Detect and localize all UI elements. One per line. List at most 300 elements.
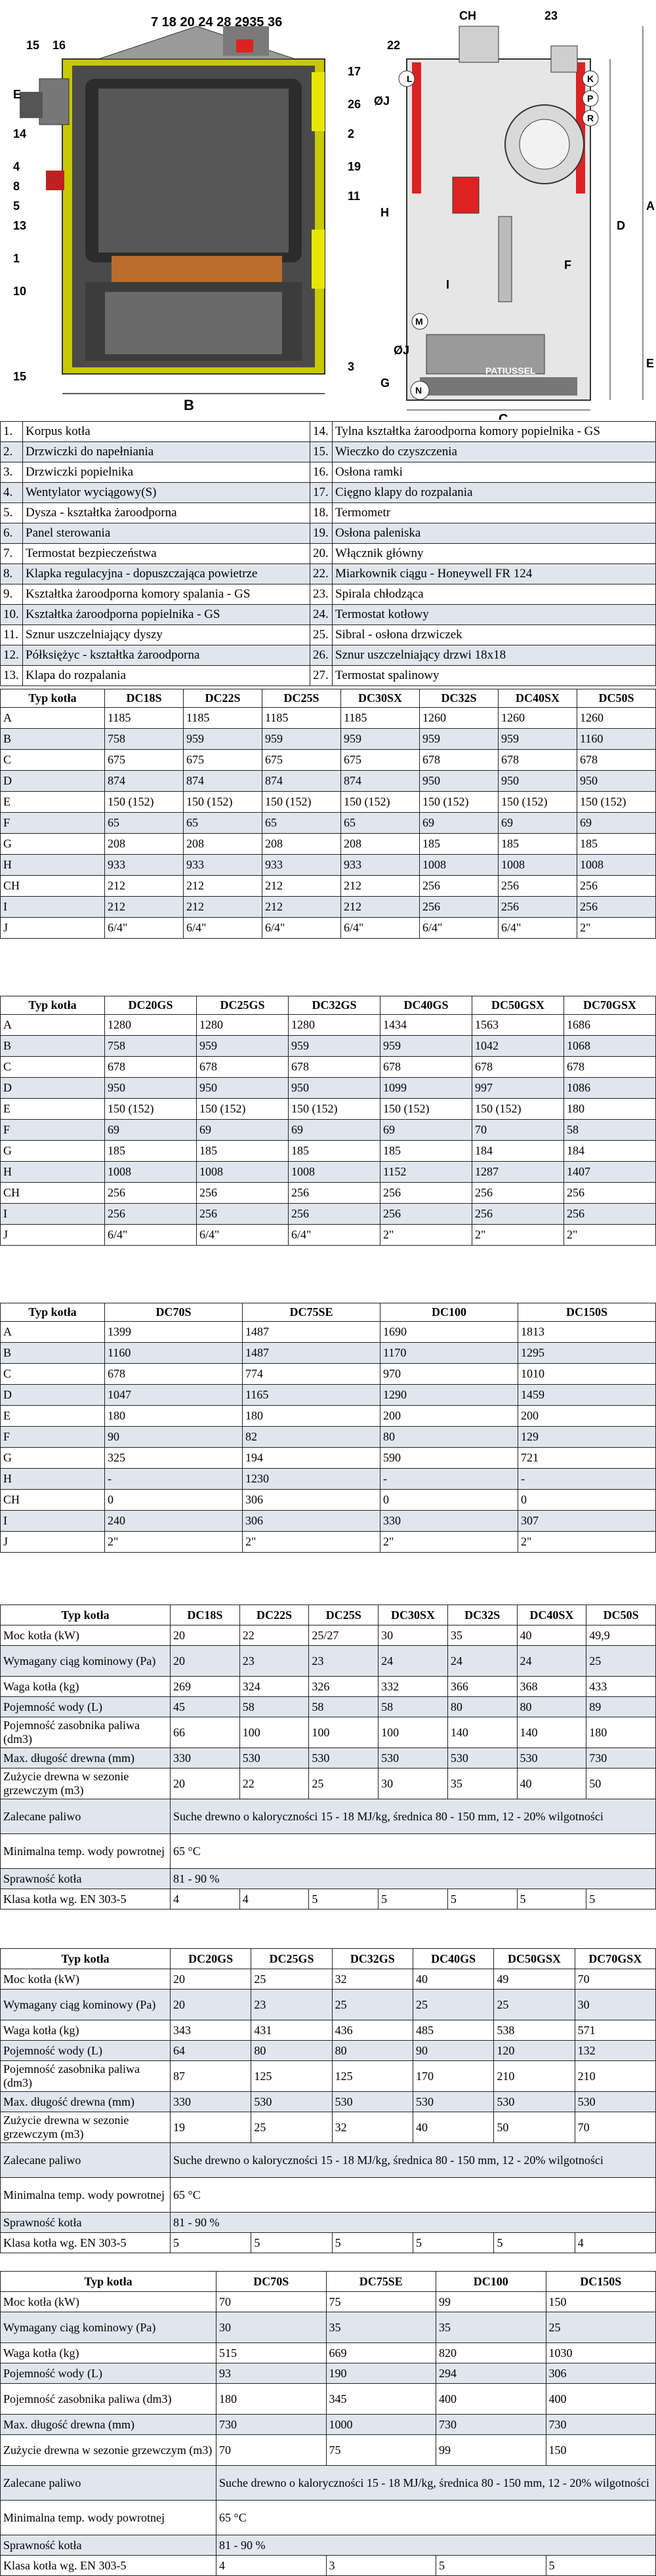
table-cell: 65 °C bbox=[171, 2178, 656, 2213]
column-header: Typ kotła bbox=[1, 689, 105, 708]
table-row bbox=[1, 2292, 656, 2312]
table-cell: 2" bbox=[105, 1532, 243, 1553]
row-label: Zalecane paliwo bbox=[1, 2143, 171, 2178]
spec-table-3 bbox=[0, 2271, 656, 2576]
table-row bbox=[1, 1889, 656, 1910]
table-row bbox=[1, 2312, 656, 2343]
row-label: B bbox=[1, 729, 105, 750]
part-number: 15. bbox=[310, 442, 333, 462]
row-label: Wymagany ciąg kominowy (Pa) bbox=[1, 1990, 171, 2020]
row-label: H bbox=[1, 855, 105, 876]
column-header: DC50GSX bbox=[494, 1949, 575, 1969]
column-header: DC150S bbox=[518, 1303, 656, 1322]
table-cell: 180 bbox=[586, 1717, 656, 1748]
part-name: Klapka regulacyjna - dopuszczająca powietrze bbox=[23, 564, 310, 584]
table-cell: 3 bbox=[326, 2556, 436, 2576]
part-name: Termometr bbox=[333, 503, 656, 523]
table-cell: 970 bbox=[380, 1364, 518, 1385]
table-row bbox=[1, 2020, 656, 2041]
table-cell: 256 bbox=[197, 1204, 289, 1225]
row-label: Zalecane paliwo bbox=[1, 1799, 171, 1834]
table-cell: 530 bbox=[332, 2092, 413, 2112]
table-cell: 1487 bbox=[243, 1322, 380, 1343]
table-cell: 185 bbox=[380, 1141, 472, 1162]
table-cell: 730 bbox=[216, 2415, 327, 2435]
table-cell: 1407 bbox=[564, 1162, 656, 1183]
boiler-side-section bbox=[20, 26, 325, 413]
table-cell: 24 bbox=[379, 1646, 448, 1677]
table-cell: 69 bbox=[577, 813, 656, 834]
dims-table-1 bbox=[0, 689, 656, 939]
table-cell: 1686 bbox=[564, 1015, 656, 1036]
table-cell: 208 bbox=[262, 834, 341, 855]
table-cell: 5 bbox=[309, 1889, 379, 1910]
table-cell: 2" bbox=[243, 1532, 380, 1553]
part-name: Kształtka żaroodporna popielnika - GS bbox=[23, 605, 310, 625]
table-cell: Suche drewno o kaloryczności 15 - 18 MJ/kg, średnica 80 - 150 mm, 12 - 20% wilgotności bbox=[171, 2143, 656, 2178]
column-header: DC32S bbox=[420, 689, 499, 708]
svg-text:8: 8 bbox=[13, 180, 20, 193]
boiler-cutaway-illustration bbox=[0, 0, 656, 420]
part-number: 23. bbox=[310, 584, 333, 605]
row-label: Sprawność kotła bbox=[1, 1869, 171, 1889]
table-cell: 200 bbox=[518, 1406, 656, 1427]
part-name: Termostat spalinowy bbox=[333, 666, 656, 686]
table-cell: 20 bbox=[171, 1969, 251, 1990]
column-header: DC25GS bbox=[251, 1949, 332, 1969]
table-cell: 6/4" bbox=[289, 1225, 380, 1246]
table-cell: 5 bbox=[332, 2233, 413, 2253]
table-cell: 4 bbox=[216, 2556, 327, 2576]
table-cell: 93 bbox=[216, 2363, 327, 2384]
spec-table-2 bbox=[0, 1948, 656, 2253]
table-cell: 23 bbox=[239, 1646, 309, 1677]
part-name: Korpus kotła bbox=[23, 422, 310, 442]
row-label: Wymagany ciąg kominowy (Pa) bbox=[1, 1646, 171, 1677]
row-label: C bbox=[1, 1057, 105, 1078]
table-cell: 70 bbox=[216, 2435, 327, 2466]
svg-text:N: N bbox=[415, 385, 422, 396]
svg-text:16: 16 bbox=[52, 39, 66, 52]
row-label: CH bbox=[1, 1490, 105, 1511]
svg-text:C: C bbox=[499, 412, 508, 420]
table-row bbox=[1, 1677, 656, 1697]
part-number: 5. bbox=[1, 503, 23, 523]
table-cell: 5 bbox=[546, 2556, 656, 2576]
table-cell: 25 bbox=[251, 1969, 332, 1990]
table-cell: 180 bbox=[105, 1406, 243, 1427]
table-cell: Suche drewno o kaloryczności 15 - 18 MJ/kg, średnica 80 - 150 mm, 12 - 20% wilgotności bbox=[171, 1799, 656, 1834]
table-cell: 1152 bbox=[380, 1162, 472, 1183]
table-cell: 306 bbox=[243, 1511, 380, 1532]
table-cell: 58 bbox=[564, 1120, 656, 1141]
column-header: DC50S bbox=[586, 1605, 656, 1625]
table-cell: 959 bbox=[499, 729, 577, 750]
table-cell: 874 bbox=[341, 771, 420, 792]
table-cell: 1185 bbox=[184, 708, 262, 729]
table-cell: 99 bbox=[436, 2292, 546, 2312]
table-cell: 65 bbox=[262, 813, 341, 834]
part-name: Wieczko do czyszczenia bbox=[333, 442, 656, 462]
dimensions-table-gs-series bbox=[0, 996, 656, 1246]
row-label: E bbox=[1, 1099, 105, 1120]
table-cell: 90 bbox=[413, 2041, 493, 2061]
part-name: Włącznik główny bbox=[333, 544, 656, 564]
table-cell: 2" bbox=[380, 1225, 472, 1246]
table-cell: 25 bbox=[494, 1990, 575, 2020]
row-label: J bbox=[1, 1532, 105, 1553]
table-cell: 326 bbox=[309, 1677, 379, 1697]
part-name: Kształtka żaroodporna komory spalania - GS bbox=[23, 584, 310, 605]
parts-list bbox=[0, 421, 656, 686]
table-row bbox=[1, 855, 656, 876]
table-cell: 306 bbox=[243, 1490, 380, 1511]
svg-text:3: 3 bbox=[348, 360, 355, 373]
table-cell: 35 bbox=[447, 1768, 517, 1799]
table-cell: - bbox=[105, 1469, 243, 1490]
header-row bbox=[1, 1605, 656, 1625]
table-cell: 185 bbox=[105, 1141, 197, 1162]
table-cell: 65 bbox=[184, 813, 262, 834]
column-header: DC30SX bbox=[341, 689, 420, 708]
part-number: 3. bbox=[1, 462, 23, 483]
table-row bbox=[1, 1646, 656, 1677]
row-label: J bbox=[1, 918, 105, 939]
table-row bbox=[1, 1141, 656, 1162]
row-label: Zużycie drewna w sezonie grzewczym (m3) bbox=[1, 2112, 171, 2143]
part-name: Panel sterowania bbox=[23, 523, 310, 544]
row-label: C bbox=[1, 750, 105, 771]
row-label: Pojemność wody (L) bbox=[1, 2041, 171, 2061]
column-header: DC50GSX bbox=[472, 996, 564, 1015]
parts-row bbox=[1, 483, 656, 503]
part-name: Drzwiczki popielnika bbox=[23, 462, 310, 483]
table-cell: 150 (152) bbox=[197, 1099, 289, 1120]
parts-row bbox=[1, 666, 656, 686]
table-cell: 35 bbox=[447, 1625, 517, 1646]
table-cell: 22 bbox=[239, 1625, 309, 1646]
table-cell: 1008 bbox=[499, 855, 577, 876]
table-cell: 400 bbox=[436, 2384, 546, 2415]
part-name: Termostat kotłowy bbox=[333, 605, 656, 625]
svg-text:ØJ: ØJ bbox=[394, 344, 410, 357]
table-row bbox=[1, 1490, 656, 1511]
table-cell: 80 bbox=[251, 2041, 332, 2061]
table-cell: 1290 bbox=[380, 1385, 518, 1406]
column-header: Typ kotła bbox=[1, 1303, 105, 1322]
table-cell: 2" bbox=[380, 1532, 518, 1553]
table-cell: 30 bbox=[379, 1768, 448, 1799]
table-cell: 758 bbox=[105, 729, 184, 750]
table-row bbox=[1, 1799, 656, 1834]
table-row bbox=[1, 2213, 656, 2233]
table-cell: 256 bbox=[105, 1183, 197, 1204]
table-cell: 1459 bbox=[518, 1385, 656, 1406]
row-label: B bbox=[1, 1343, 105, 1364]
header-row bbox=[1, 1303, 656, 1322]
table-cell: - bbox=[380, 1469, 518, 1490]
table-cell: 678 bbox=[420, 750, 499, 771]
svg-text:L: L bbox=[407, 73, 413, 84]
column-header: DC75SE bbox=[243, 1303, 380, 1322]
table-cell: 125 bbox=[332, 2061, 413, 2092]
table-cell: 212 bbox=[341, 897, 420, 918]
column-header: DC40GS bbox=[380, 996, 472, 1015]
table-row bbox=[1, 2233, 656, 2253]
callouts-top: 7 18 20 24 28 2935 36 bbox=[151, 15, 283, 30]
table-cell: 959 bbox=[341, 729, 420, 750]
table-cell: 874 bbox=[184, 771, 262, 792]
part-number: 14. bbox=[310, 422, 333, 442]
column-header: DC100 bbox=[436, 2272, 546, 2292]
parts-table bbox=[0, 421, 656, 686]
table-row bbox=[1, 2343, 656, 2363]
table-cell: 721 bbox=[518, 1448, 656, 1469]
table-cell: 150 (152) bbox=[289, 1099, 380, 1120]
table-cell: 256 bbox=[380, 1183, 472, 1204]
table-row bbox=[1, 1183, 656, 1204]
table-cell: 1434 bbox=[380, 1015, 472, 1036]
table-cell: 1185 bbox=[262, 708, 341, 729]
table-cell: 40 bbox=[413, 2112, 493, 2143]
part-name: Osłona ramki bbox=[333, 462, 656, 483]
table-cell: 1030 bbox=[546, 2343, 656, 2363]
table-cell: 185 bbox=[499, 834, 577, 855]
table-cell: 50 bbox=[586, 1768, 656, 1799]
table-row bbox=[1, 1385, 656, 1406]
svg-text:10: 10 bbox=[13, 285, 27, 298]
table-cell: 1008 bbox=[289, 1162, 380, 1183]
svg-text:1: 1 bbox=[13, 252, 20, 265]
part-name: Tylna kształtka żaroodporna komory popielnika - GS bbox=[333, 422, 656, 442]
dim-b-label: B bbox=[184, 397, 194, 413]
column-header: DC32GS bbox=[332, 1949, 413, 1969]
table-cell: 6/4" bbox=[105, 1225, 197, 1246]
table-cell: 256 bbox=[420, 897, 499, 918]
svg-text:I: I bbox=[446, 278, 450, 291]
svg-text:26: 26 bbox=[348, 98, 361, 111]
table-cell: 1280 bbox=[289, 1015, 380, 1036]
table-cell: 997 bbox=[472, 1078, 564, 1099]
row-label: H bbox=[1, 1162, 105, 1183]
table-cell: 75 bbox=[326, 2435, 436, 2466]
table-cell: 366 bbox=[447, 1677, 517, 1697]
table-cell: 210 bbox=[494, 2061, 575, 2092]
table-cell: 675 bbox=[184, 750, 262, 771]
table-cell: 66 bbox=[171, 1717, 240, 1748]
table-cell: 678 bbox=[105, 1057, 197, 1078]
table-cell: 1008 bbox=[577, 855, 656, 876]
part-number: 6. bbox=[1, 523, 23, 544]
part-name: Drzwiczki do napełniania bbox=[23, 442, 310, 462]
table-cell: 590 bbox=[380, 1448, 518, 1469]
table-cell: 400 bbox=[546, 2384, 656, 2415]
table-row bbox=[1, 2363, 656, 2384]
table-cell: 212 bbox=[184, 876, 262, 897]
table-cell: 40 bbox=[517, 1768, 586, 1799]
table-cell: 180 bbox=[564, 1099, 656, 1120]
table-cell: 530 bbox=[575, 2092, 655, 2112]
table-row bbox=[1, 708, 656, 729]
table-row bbox=[1, 2143, 656, 2178]
table-cell: 32 bbox=[332, 2112, 413, 2143]
row-label: G bbox=[1, 834, 105, 855]
table-cell: 140 bbox=[447, 1717, 517, 1748]
table-row bbox=[1, 2041, 656, 2061]
column-header: Typ kotła bbox=[1, 1605, 171, 1625]
table-row bbox=[1, 876, 656, 897]
table-cell: 675 bbox=[262, 750, 341, 771]
table-cell: 530 bbox=[239, 1748, 309, 1768]
table-cell: 150 (152) bbox=[341, 792, 420, 813]
table-row bbox=[1, 1099, 656, 1120]
table-cell: 212 bbox=[262, 876, 341, 897]
table-cell: 194 bbox=[243, 1448, 380, 1469]
table-cell: 2" bbox=[472, 1225, 564, 1246]
table-cell: 256 bbox=[564, 1183, 656, 1204]
table-cell: 1690 bbox=[380, 1322, 518, 1343]
table-cell: 1260 bbox=[420, 708, 499, 729]
row-label: CH bbox=[1, 876, 105, 897]
table-cell: 959 bbox=[197, 1036, 289, 1057]
table-cell: 5 bbox=[494, 2233, 575, 2253]
table-cell: 150 (152) bbox=[105, 792, 184, 813]
svg-text:2: 2 bbox=[348, 127, 355, 140]
table-cell: 933 bbox=[341, 855, 420, 876]
column-header: DC25S bbox=[309, 1605, 379, 1625]
column-header: Typ kotła bbox=[1, 2272, 216, 2292]
row-label: H bbox=[1, 1469, 105, 1490]
table-cell: 208 bbox=[341, 834, 420, 855]
column-header: DC70GSX bbox=[575, 1949, 655, 1969]
table-row bbox=[1, 1364, 656, 1385]
table-cell: 30 bbox=[575, 1990, 655, 2020]
part-number: 20. bbox=[310, 544, 333, 564]
parts-row bbox=[1, 625, 656, 645]
table-cell: 150 (152) bbox=[262, 792, 341, 813]
svg-text:CH: CH bbox=[459, 9, 476, 22]
svg-text:23: 23 bbox=[544, 9, 558, 22]
table-cell: 530 bbox=[309, 1748, 379, 1768]
row-label: Pojemność zasobnika paliwa (dm3) bbox=[1, 2061, 171, 2092]
column-header: DC18S bbox=[105, 689, 184, 708]
table-cell: 180 bbox=[243, 1406, 380, 1427]
table-cell: 256 bbox=[564, 1204, 656, 1225]
table-cell: 1008 bbox=[420, 855, 499, 876]
part-name: Sibral - osłona drzwiczek bbox=[333, 625, 656, 645]
table-row bbox=[1, 2112, 656, 2143]
row-label: C bbox=[1, 1364, 105, 1385]
row-label: Klasa kotła wg. EN 303-5 bbox=[1, 2233, 171, 2253]
table-cell: 5 bbox=[171, 2233, 251, 2253]
svg-text:D: D bbox=[617, 219, 625, 232]
table-cell: 65 °C bbox=[216, 2501, 656, 2535]
table-cell: 120 bbox=[494, 2041, 575, 2061]
row-label: Pojemność zasobnika paliwa (dm3) bbox=[1, 1717, 171, 1748]
column-header: DC25GS bbox=[197, 996, 289, 1015]
table-cell: 69 bbox=[197, 1120, 289, 1141]
table-cell: 1068 bbox=[564, 1036, 656, 1057]
table-cell: 5 bbox=[436, 2556, 546, 2576]
table-cell: 678 bbox=[105, 1364, 243, 1385]
specs-table-gs-series bbox=[0, 1948, 656, 2253]
table-cell: 4 bbox=[239, 1889, 309, 1910]
table-cell: 0 bbox=[380, 1490, 518, 1511]
row-label: A bbox=[1, 1015, 105, 1036]
table-cell: 294 bbox=[436, 2363, 546, 2384]
table-cell: 89 bbox=[586, 1697, 656, 1717]
table-cell: 256 bbox=[420, 876, 499, 897]
table-cell: 1230 bbox=[243, 1469, 380, 1490]
parts-row bbox=[1, 422, 656, 442]
table-cell: 950 bbox=[197, 1078, 289, 1099]
row-label: Zużycie drewna w sezonie grzewczym (m3) bbox=[1, 1768, 171, 1799]
part-number: 19. bbox=[310, 523, 333, 544]
table-cell: 210 bbox=[575, 2061, 655, 2092]
table-cell: 571 bbox=[575, 2020, 655, 2041]
table-cell: 20 bbox=[171, 1625, 240, 1646]
table-cell: 950 bbox=[289, 1078, 380, 1099]
column-header: DC18S bbox=[171, 1605, 240, 1625]
table-cell: 4 bbox=[171, 1889, 240, 1910]
table-cell: 730 bbox=[546, 2415, 656, 2435]
table-cell: 20 bbox=[171, 1646, 240, 1677]
part-name: Półksiężyc - kształtka żaroodporna bbox=[23, 645, 310, 666]
svg-text:M: M bbox=[415, 316, 423, 327]
table-cell: 185 bbox=[197, 1141, 289, 1162]
table-cell: 69 bbox=[289, 1120, 380, 1141]
table-cell: 256 bbox=[472, 1183, 564, 1204]
row-label: Waga kotła (kg) bbox=[1, 1677, 171, 1697]
table-cell: 20 bbox=[171, 1768, 240, 1799]
table-row bbox=[1, 1343, 656, 1364]
column-header: DC70S bbox=[216, 2272, 327, 2292]
part-number: 11. bbox=[1, 625, 23, 645]
spec-table-1 bbox=[0, 1605, 656, 1910]
table-cell: 2" bbox=[518, 1532, 656, 1553]
part-name: Osłona paleniska bbox=[333, 523, 656, 544]
table-cell: 81 - 90 % bbox=[171, 2213, 656, 2233]
table-cell: 959 bbox=[380, 1036, 472, 1057]
table-cell: 150 (152) bbox=[499, 792, 577, 813]
table-cell: 530 bbox=[494, 2092, 575, 2112]
table-cell: 1008 bbox=[105, 1162, 197, 1183]
svg-text:19: 19 bbox=[348, 160, 361, 173]
column-header: DC20GS bbox=[171, 1949, 251, 1969]
part-number: 25. bbox=[310, 625, 333, 645]
table-cell: 1487 bbox=[243, 1343, 380, 1364]
table-row bbox=[1, 1532, 656, 1553]
table-row bbox=[1, 1322, 656, 1343]
table-cell: 2" bbox=[564, 1225, 656, 1246]
row-label: Wymagany ciąg kominowy (Pa) bbox=[1, 2312, 216, 2343]
table-cell: Suche drewno o kaloryczności 15 - 18 MJ/kg, średnica 80 - 150 mm, 12 - 20% wilgotności bbox=[216, 2466, 656, 2501]
specs-table-large-series bbox=[0, 2271, 656, 2576]
row-label: B bbox=[1, 1036, 105, 1057]
row-label: Moc kotła (kW) bbox=[1, 1625, 171, 1646]
table-cell: 1000 bbox=[326, 2415, 436, 2435]
table-cell: 100 bbox=[239, 1717, 309, 1748]
table-cell: 69 bbox=[380, 1120, 472, 1141]
table-cell: 150 bbox=[546, 2435, 656, 2466]
row-label: Klasa kotła wg. EN 303-5 bbox=[1, 2556, 216, 2576]
column-header: DC75SE bbox=[326, 2272, 436, 2292]
parts-row bbox=[1, 564, 656, 584]
table-cell: 530 bbox=[517, 1748, 586, 1768]
table-cell: 959 bbox=[289, 1036, 380, 1057]
table-cell: 6/4" bbox=[184, 918, 262, 939]
svg-text:A: A bbox=[646, 199, 655, 213]
